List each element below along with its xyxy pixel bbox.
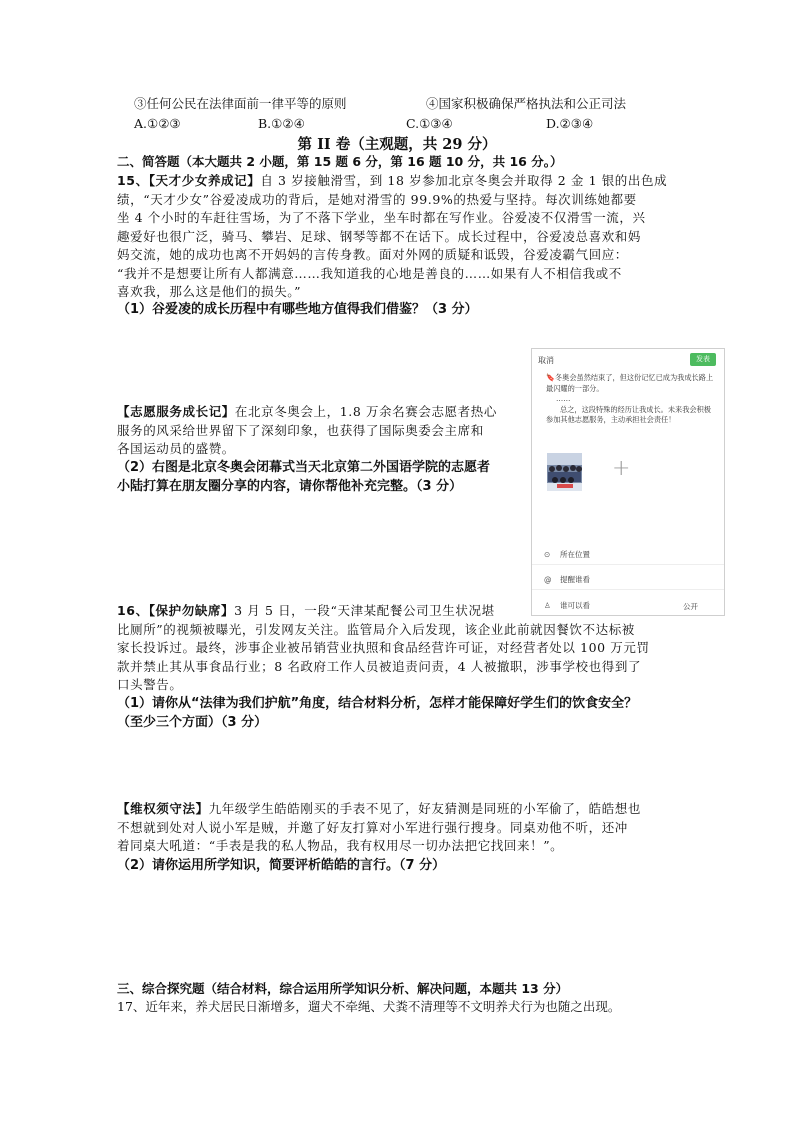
location-row[interactable]: ⊙ 所在位置 <box>544 550 590 559</box>
q15-material: 15、【天才少女养成记】自 3 岁接触滑雪，到 18 岁参加北京冬奥会并取得 2 金 1 银的出色成 绩，“天才少女”谷爱凌成功的背后，是她对滑雪的 99.9%的热爱与坚持。每次训练她都要 坐 4 个小时的车赶往雪场，为了不落下学业，坐车时都在写作业。谷爱凌不仅滑雪一流，兴 趣爱好也很广泛，骑马、攀岩、足球、钢琴等都不在话下。成长过程中，谷爱凌总喜欢和妈 妈交流，她的成功也离不开妈妈的言传身教。面对外网的质疑和诋毁，谷爱凌霸气回应： “我并不是想要让所有人都满意……我知道我的心地是善良的……如果有人不相信我或不 喜欢我，那么这是他们的损失。” <box>117 173 668 299</box>
rights-tag: 【维权须守法】 <box>117 801 209 816</box>
option-3: ③任何公民在法律面前一律平等的原则 <box>134 96 347 111</box>
mention-row[interactable]: @ 提醒谁看 <box>544 575 590 584</box>
q17-intro: 17、近年来，养犬居民日渐增多，遛犬不牵绳、犬粪不清理等不文明养犬行为也随之出现。 <box>117 999 621 1014</box>
part-two-title: 第 II 卷（主观题，共 29 分） <box>297 136 497 153</box>
location-icon: ⊙ <box>544 550 551 559</box>
divider <box>532 564 724 565</box>
publish-button[interactable]: 发表 <box>690 353 716 366</box>
q15-tag: 15、【天才少女养成记】 <box>117 173 261 188</box>
rights-material: 【维权须守法】九年级学生皓皓刚买的手表不见了，好友猜测是同班的小军偷了，皓皓想也 不想就到处对人说小军是贼，并邀了好友打算对小军进行强行搜身。同桌劝他不听，还冲 着同桌大吼道：“手表是我的私人物品，我有权用尽一切办法把它找回来！”。 <box>117 801 642 853</box>
section-three-heading: 三、综合探究题（结合材料，综合运用所学知识分析、解决问题，本题共 13 分） <box>117 981 569 996</box>
q16-material: 16、【保护勿缺席】3 月 5 日，一段“天津某配餐公司卫生状况堪 比厕所”的视频被曝光，引发网友关注。监管局介入后发现，该企业此前就因餐饮不达标被 家长投诉过。最终，涉事企业被吊销营业执照和食品经营许可证，对经营者处以 100 万元罚 款并禁止其从事食品行业；8 名政府工作人员被追责问责，4 人被撤职，涉事学校也得到了 口头警告。 <box>117 603 650 692</box>
post-text[interactable]: 🔖冬奥会虽然结束了，但这份记忆已成为我成长路上最闪耀的一部分。 …… 总之，这段特殊的经历让我成长。未来我会积极参加其他志愿服务，主动承担社会责任！ <box>546 373 714 424</box>
visibility-row[interactable]: ♙ 谁可以看 <box>544 601 590 610</box>
volunteer-tag: 【志愿服务成长记】 <box>117 404 235 419</box>
visibility-value: 公开 <box>683 602 698 611</box>
at-icon: @ <box>544 575 552 584</box>
choice-a: A.①②③ <box>134 116 181 131</box>
cancel-button[interactable]: 取消 <box>538 356 554 365</box>
choice-c: C.①③④ <box>406 116 453 131</box>
add-photo-icon[interactable]: + <box>612 456 631 481</box>
wechat-moments-screenshot <box>531 348 725 616</box>
choice-d: D.②③④ <box>546 116 594 131</box>
q16-sub1: （1）请你从“法律为我们护航”角度，结合材料分析，怎样才能保障好学生们的饮食安全？ （至少三个方面）（3 分） <box>117 696 638 730</box>
volunteer-material: 【志愿服务成长记】在北京冬奥会上，1.8 万余名赛会志愿者热心 服务的风采给世界留下了深刻印象，也获得了国际奥委会主席和 各国运动员的盛赞。 <box>117 404 497 456</box>
q16-tag: 16、【保护勿缺席】 <box>117 603 235 618</box>
option-4: ④国家积极确保严格执法和公正司法 <box>426 96 627 111</box>
q15-sub1: （1）谷爱凌的成长历程中有哪些地方值得我们借鉴？（3 分） <box>117 302 478 317</box>
volunteer-group-photo[interactable] <box>547 453 582 491</box>
q15-sub2: （2）右图是北京冬奥会闭幕式当天北京第二外国语学院的志愿者 小陆打算在朋友圈分享的内容，请你帮他补充完整。（3 分） <box>117 460 491 494</box>
person-icon: ♙ <box>544 601 551 610</box>
choice-b: B.①②④ <box>258 116 305 131</box>
section-two-heading: 二、简答题（本大题共 2 小题，第 15 题 6 分，第 16 题 10 分，共 16 分。） <box>117 154 563 169</box>
q16-sub2: （2）请你运用所学知识，简要评析皓皓的言行。（7 分） <box>117 858 446 873</box>
divider <box>532 589 724 590</box>
